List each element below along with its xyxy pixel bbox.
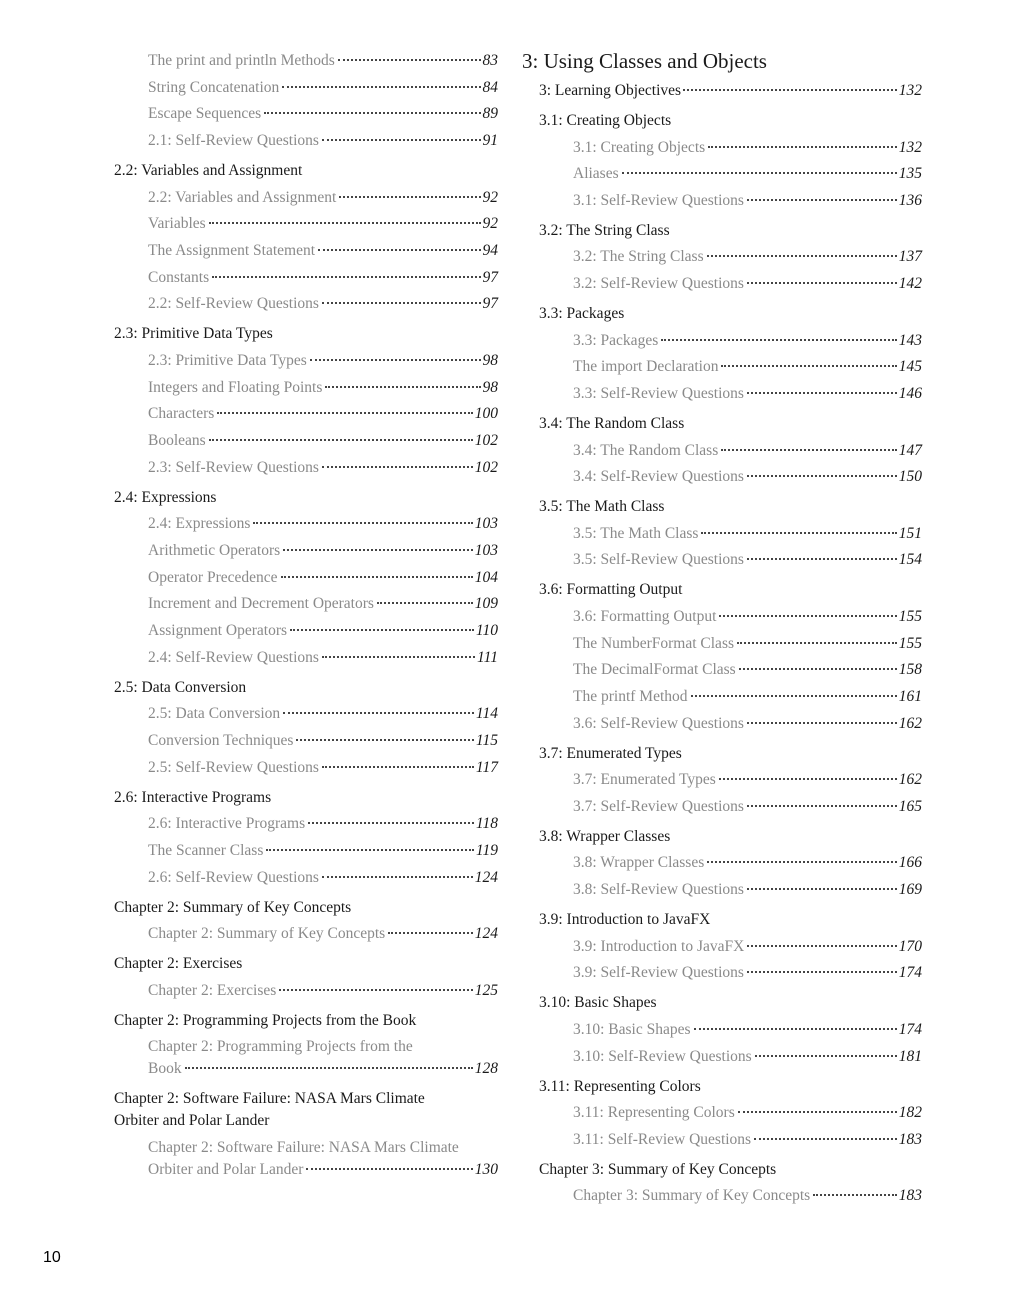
dot-leader bbox=[661, 339, 897, 341]
toc-section-heading[interactable] bbox=[539, 992, 922, 1014]
dot-leader bbox=[721, 449, 897, 451]
entry-page-number: 174 bbox=[898, 964, 922, 982]
toc-entry[interactable] bbox=[539, 549, 922, 571]
toc-entry[interactable] bbox=[539, 713, 922, 735]
dot-leader bbox=[212, 276, 480, 278]
entry-page-number: 114 bbox=[475, 705, 498, 723]
entry-label: The NumberFormat Class bbox=[573, 634, 735, 652]
entry-label: Conversion Techniques bbox=[148, 731, 294, 749]
toc-entry[interactable] bbox=[114, 403, 498, 425]
dot-leader bbox=[747, 971, 897, 973]
toc-entry[interactable] bbox=[539, 1185, 922, 1207]
entry-page-number: 154 bbox=[898, 551, 922, 569]
toc-section-heading[interactable] bbox=[114, 323, 498, 345]
entry-page-number: 155 bbox=[898, 607, 922, 625]
toc-section-heading[interactable] bbox=[539, 303, 922, 325]
toc-entry[interactable] bbox=[114, 130, 498, 152]
entry-label: 3.11: Self-Review Questions bbox=[573, 1130, 752, 1148]
toc-entry[interactable] bbox=[114, 923, 498, 945]
dot-leader bbox=[308, 822, 474, 824]
dot-leader bbox=[747, 282, 897, 284]
dot-leader bbox=[707, 255, 897, 257]
dot-leader bbox=[388, 932, 473, 934]
toc-entry[interactable] bbox=[539, 633, 922, 655]
entry-label: 2.3: Primitive Data Types bbox=[148, 351, 307, 369]
entry-label: 2.5: Self-Review Questions bbox=[148, 758, 319, 776]
entry-page-number: 136 bbox=[898, 191, 922, 209]
entry-label: 3.6: Self-Review Questions bbox=[573, 714, 744, 732]
entry-label: 2.3: Self-Review Questions bbox=[148, 458, 319, 476]
dot-leader bbox=[701, 532, 896, 534]
section-heading-label: 3.2: The String Class bbox=[539, 221, 670, 239]
toc-entry[interactable] bbox=[114, 840, 498, 862]
entry-label: 2.2: Self-Review Questions bbox=[148, 295, 319, 313]
entry-label: Characters bbox=[148, 405, 215, 423]
entry-label: Assignment Operators bbox=[148, 622, 288, 639]
entry-label: 3.5: The Math Class bbox=[573, 524, 699, 542]
section-heading-label: 2.5: Data Conversion bbox=[114, 678, 247, 696]
toc-section-heading[interactable] bbox=[539, 579, 922, 601]
toc-entry[interactable] bbox=[539, 356, 922, 378]
dot-leader bbox=[282, 86, 480, 88]
entry-label: The DecimalFormat Class bbox=[573, 661, 736, 679]
dot-leader bbox=[747, 558, 897, 560]
toc-section-heading[interactable] bbox=[114, 787, 498, 809]
entry-page-number: 181 bbox=[898, 1047, 922, 1065]
entry-label: 3.4: The Random Class bbox=[573, 441, 719, 459]
entry-page-number: 166 bbox=[898, 854, 922, 872]
toc-entry[interactable] bbox=[114, 980, 498, 1002]
entry-label: 3.10: Basic Shapes bbox=[573, 1020, 691, 1038]
entry-page-number: 150 bbox=[898, 468, 922, 486]
dot-leader bbox=[253, 522, 472, 524]
entry-page-number: 97 bbox=[482, 295, 498, 313]
toc-entry[interactable] bbox=[539, 769, 922, 791]
entry-page-number: 104 bbox=[474, 568, 498, 586]
section-heading-label: 3.1: Creating Objects bbox=[539, 112, 672, 129]
entry-page-number: 98 bbox=[482, 351, 498, 369]
toc-entry[interactable] bbox=[539, 1046, 922, 1068]
entry-label: Constants bbox=[148, 268, 210, 286]
toc-section-heading[interactable] bbox=[114, 953, 498, 975]
dot-leader bbox=[322, 302, 481, 304]
entry-page-number: 103 bbox=[474, 541, 498, 559]
dot-leader bbox=[747, 475, 897, 477]
entry-page-number: 143 bbox=[898, 331, 922, 349]
entry-page-number: 132 bbox=[898, 138, 922, 156]
toc-entry[interactable] bbox=[114, 513, 498, 535]
toc-entry[interactable] bbox=[114, 620, 498, 642]
entry-page-number: 142 bbox=[898, 275, 922, 293]
dot-leader bbox=[209, 222, 481, 224]
entry-label: 2.2: Variables and Assignment bbox=[148, 188, 337, 206]
toc-entry[interactable] bbox=[539, 246, 922, 268]
entry-label-cont: Book bbox=[148, 1060, 182, 1077]
chapter-title: 3: Using Classes and Objects bbox=[522, 49, 767, 73]
entry-page-number: 110 bbox=[475, 622, 498, 639]
toc-entry[interactable] bbox=[114, 867, 498, 889]
toc-entry[interactable] bbox=[539, 523, 922, 545]
entry-label: 3: Learning Objectives bbox=[539, 82, 682, 99]
toc-entry[interactable] bbox=[114, 757, 498, 779]
dot-leader bbox=[306, 1168, 472, 1170]
entry-label: Chapter 2: Software Failure: NASA Mars Climate bbox=[148, 1138, 459, 1156]
dot-leader bbox=[217, 412, 472, 414]
entry-page-number: 100 bbox=[474, 405, 498, 423]
entry-label: Increment and Decrement Operators bbox=[148, 595, 374, 613]
dot-leader bbox=[325, 386, 480, 388]
toc-entry[interactable] bbox=[114, 703, 498, 725]
entry-label: 3.1: Self-Review Questions bbox=[573, 191, 744, 209]
section-heading-label: Chapter 2: Exercises bbox=[114, 955, 243, 972]
entry-page-number: 84 bbox=[482, 78, 498, 96]
toc-entry[interactable] bbox=[539, 1102, 922, 1124]
dot-leader bbox=[719, 778, 897, 780]
toc-entry[interactable] bbox=[539, 383, 922, 405]
section-heading-label: 3.7: Enumerated Types bbox=[539, 744, 682, 762]
entry-label: 3.4: Self-Review Questions bbox=[573, 468, 744, 486]
entry-page-number: 161 bbox=[898, 688, 922, 705]
dot-leader bbox=[318, 249, 480, 251]
entry-label: Integers and Floating Points bbox=[148, 378, 323, 396]
toc-entry[interactable] bbox=[539, 466, 922, 488]
section-heading-label: Chapter 2: Programming Projects from the Book bbox=[114, 1011, 417, 1029]
entry-label: The print and println Methods bbox=[148, 52, 335, 69]
entry-label: 2.6: Self-Review Questions bbox=[148, 868, 319, 886]
entry-label: 3.6: Formatting Output bbox=[573, 607, 717, 625]
toc-section-heading[interactable] bbox=[539, 743, 922, 765]
dot-leader bbox=[719, 615, 896, 617]
entry-page-number: 137 bbox=[898, 248, 922, 266]
entry-page-number: 118 bbox=[475, 815, 498, 833]
entry-page-number: 103 bbox=[474, 515, 498, 533]
dot-leader bbox=[266, 849, 474, 851]
dot-leader bbox=[691, 695, 897, 697]
entry-page-number: 92 bbox=[482, 215, 498, 233]
toc-entry[interactable] bbox=[539, 606, 922, 628]
dot-leader bbox=[737, 642, 897, 644]
entry-page-number: 130 bbox=[474, 1160, 498, 1178]
entry-label: The import Declaration bbox=[573, 358, 719, 376]
dot-leader bbox=[377, 602, 473, 604]
toc-section-heading[interactable] bbox=[114, 677, 498, 699]
entry-page-number: 146 bbox=[898, 385, 922, 402]
section-heading-label: Chapter 3: Summary of Key Concepts bbox=[539, 1160, 777, 1178]
dot-leader bbox=[281, 576, 473, 578]
dot-leader bbox=[296, 739, 473, 741]
toc-entry[interactable] bbox=[114, 293, 498, 315]
entry-page-number: 94 bbox=[482, 242, 498, 259]
toc-section-heading[interactable] bbox=[114, 160, 498, 182]
entry-page-number: 183 bbox=[898, 1130, 922, 1148]
dot-leader bbox=[683, 89, 897, 91]
toc-section-heading[interactable] bbox=[539, 220, 922, 242]
dot-leader bbox=[747, 722, 897, 724]
entry-page-number: 147 bbox=[898, 441, 922, 459]
toc-entry[interactable] bbox=[114, 77, 498, 99]
toc-entry[interactable] bbox=[114, 540, 498, 562]
entry-label: 3.5: Self-Review Questions bbox=[573, 551, 744, 569]
section-heading-label: 3.8: Wrapper Classes bbox=[539, 827, 671, 845]
entry-label: 3.2: Self-Review Questions bbox=[573, 275, 744, 293]
toc-entry[interactable] bbox=[114, 377, 498, 399]
section-heading-label: 2.2: Variables and Assignment bbox=[114, 162, 303, 180]
toc-entry[interactable] bbox=[539, 273, 922, 295]
toc-entry[interactable] bbox=[539, 936, 922, 958]
entry-label: 3.8: Self-Review Questions bbox=[573, 881, 744, 899]
toc-entry[interactable] bbox=[539, 1019, 922, 1041]
entry-page-number: 183 bbox=[898, 1187, 922, 1205]
dot-leader bbox=[290, 629, 474, 631]
entry-label: Escape Sequences bbox=[148, 105, 262, 123]
entry-page-number: 174 bbox=[898, 1020, 922, 1038]
toc-entry[interactable] bbox=[114, 1137, 498, 1181]
entry-label: Operator Precedence bbox=[148, 568, 278, 586]
entry-label: Chapter 2: Summary of Key Concepts bbox=[148, 925, 386, 942]
entry-label: The printf Method bbox=[573, 688, 688, 705]
toc-section-heading[interactable] bbox=[539, 1076, 922, 1098]
entry-label: 3.7: Enumerated Types bbox=[573, 771, 716, 789]
toc-section-heading[interactable] bbox=[539, 496, 922, 518]
dot-leader bbox=[283, 549, 473, 551]
toc-entry[interactable] bbox=[114, 1036, 498, 1080]
entry-page-number: 169 bbox=[898, 881, 922, 899]
entry-label: 2.5: Data Conversion bbox=[148, 705, 281, 723]
dot-leader bbox=[310, 359, 481, 361]
entry-label: 3.2: The String Class bbox=[573, 248, 704, 266]
section-heading-label: 2.6: Interactive Programs bbox=[114, 788, 272, 806]
toc-entry[interactable] bbox=[114, 457, 498, 479]
entry-label: 3.3: Self-Review Questions bbox=[573, 385, 744, 402]
entry-page-number: 89 bbox=[482, 105, 498, 123]
entry-label: 2.4: Expressions bbox=[148, 515, 251, 533]
entry-page-number: 92 bbox=[482, 188, 498, 206]
toc-section-heading[interactable] bbox=[114, 487, 498, 509]
entry-page-number: 135 bbox=[898, 165, 922, 183]
section-heading-label-cont: Orbiter and Polar Lander bbox=[114, 1112, 270, 1129]
toc-section-heading[interactable] bbox=[539, 909, 922, 931]
section-heading-label: 3.4: The Random Class bbox=[539, 415, 685, 432]
entry-page-number: 145 bbox=[898, 358, 922, 376]
entry-label: 3.9: Self-Review Questions bbox=[573, 964, 744, 982]
entry-label: 2.4: Self-Review Questions bbox=[148, 648, 319, 666]
entry-page-number: 91 bbox=[482, 132, 498, 150]
toc-entry[interactable] bbox=[114, 213, 498, 235]
toc-entry[interactable] bbox=[114, 267, 498, 289]
toc-entry[interactable] bbox=[114, 813, 498, 835]
entry-page-number: 165 bbox=[898, 797, 922, 815]
section-heading-label: 3.6: Formatting Output bbox=[539, 581, 683, 599]
entry-page-number: 151 bbox=[898, 524, 922, 542]
toc-entry[interactable] bbox=[539, 137, 922, 159]
toc-section-heading[interactable] bbox=[114, 1010, 498, 1032]
dot-leader bbox=[747, 888, 897, 890]
entry-label: Variables bbox=[148, 215, 206, 233]
entry-page-number: 124 bbox=[474, 868, 498, 886]
toc-entry[interactable] bbox=[539, 962, 922, 984]
entry-label: Chapter 3: Summary of Key Concepts bbox=[573, 1187, 811, 1205]
toc-entry[interactable] bbox=[539, 659, 922, 681]
entry-label: Arithmetic Operators bbox=[148, 541, 281, 559]
section-heading-label: 3.5: The Math Class bbox=[539, 498, 665, 516]
entry-page-number: 97 bbox=[482, 268, 498, 286]
dot-leader bbox=[185, 1067, 473, 1069]
dot-leader bbox=[707, 861, 897, 863]
section-heading-label: Chapter 2: Summary of Key Concepts bbox=[114, 898, 352, 916]
toc-entry[interactable] bbox=[114, 50, 498, 72]
toc-entry[interactable] bbox=[114, 647, 498, 669]
entry-page-number: 158 bbox=[898, 661, 922, 679]
section-heading-label: 3.11: Representing Colors bbox=[539, 1077, 701, 1095]
entry-page-number: 102 bbox=[474, 458, 498, 476]
entry-page-number: 111 bbox=[477, 648, 498, 666]
toc-entry[interactable] bbox=[114, 240, 498, 262]
entry-page-number: 162 bbox=[898, 771, 922, 789]
entry-page-number: 124 bbox=[474, 925, 498, 942]
entry-label: 3.10: Self-Review Questions bbox=[573, 1047, 752, 1065]
toc-entry[interactable] bbox=[539, 190, 922, 212]
page-number: 10 bbox=[43, 1249, 61, 1266]
dot-leader bbox=[747, 392, 897, 394]
entry-page-number: 125 bbox=[474, 981, 498, 999]
toc-section-heading[interactable] bbox=[539, 1159, 922, 1181]
entry-label: 3.11: Representing Colors bbox=[573, 1104, 735, 1121]
entry-label: 3.1: Creating Objects bbox=[573, 138, 706, 156]
dot-leader bbox=[747, 945, 896, 947]
entry-page-number: 155 bbox=[898, 634, 922, 652]
entry-label: Chapter 2: Exercises bbox=[148, 981, 277, 999]
toc-entry[interactable] bbox=[114, 593, 498, 615]
entry-label: Chapter 2: Programming Projects from the bbox=[148, 1038, 413, 1055]
entry-label: Aliases bbox=[573, 165, 619, 183]
entry-label: 3.8: Wrapper Classes bbox=[573, 854, 705, 872]
dot-leader bbox=[747, 199, 897, 201]
toc-entry[interactable] bbox=[114, 187, 498, 209]
section-heading-label: Chapter 2: Software Failure: NASA Mars Climate bbox=[114, 1090, 425, 1107]
dot-leader bbox=[322, 656, 475, 658]
section-heading-label: 2.4: Expressions bbox=[114, 488, 217, 506]
dot-leader bbox=[739, 668, 897, 670]
entry-page-number: 98 bbox=[482, 378, 498, 396]
section-heading-label: 3.10: Basic Shapes bbox=[539, 994, 657, 1012]
entry-label: The Scanner Class bbox=[148, 841, 264, 859]
dot-leader bbox=[721, 365, 896, 367]
dot-leader bbox=[322, 139, 481, 141]
toc-entry[interactable] bbox=[539, 686, 922, 708]
dot-leader bbox=[209, 439, 473, 441]
entry-page-number: 132 bbox=[898, 82, 922, 99]
entry-page-number: 119 bbox=[475, 841, 498, 859]
dot-leader bbox=[755, 1055, 897, 1057]
dot-leader bbox=[283, 712, 474, 714]
dot-leader bbox=[813, 1194, 897, 1196]
toc-entry[interactable] bbox=[114, 350, 498, 372]
toc-section-heading[interactable] bbox=[114, 897, 498, 919]
toc-entry[interactable] bbox=[114, 730, 498, 752]
entry-page-number: 182 bbox=[898, 1104, 922, 1121]
dot-leader bbox=[264, 112, 480, 114]
toc-entry[interactable] bbox=[114, 103, 498, 125]
dot-leader bbox=[322, 876, 473, 878]
dot-leader bbox=[708, 146, 897, 148]
section-heading-label: 3.9: Introduction to JavaFX bbox=[539, 911, 711, 929]
entry-label: 2.1: Self-Review Questions bbox=[148, 132, 319, 150]
section-heading-label: 2.3: Primitive Data Types bbox=[114, 325, 273, 343]
entry-page-number: 109 bbox=[474, 595, 498, 613]
entry-page-number: 102 bbox=[474, 432, 498, 449]
dot-leader bbox=[694, 1028, 897, 1030]
section-heading-label: 3.3: Packages bbox=[539, 305, 625, 323]
dot-leader bbox=[622, 172, 897, 174]
entry-page-number: 83 bbox=[482, 52, 498, 69]
toc-entry[interactable] bbox=[539, 163, 922, 185]
toc-section-heading[interactable] bbox=[539, 826, 922, 848]
entry-page-number: 115 bbox=[475, 731, 498, 749]
toc-section-heading[interactable] bbox=[114, 1088, 498, 1132]
toc-entry[interactable] bbox=[114, 430, 498, 452]
toc-section-heading[interactable] bbox=[539, 110, 922, 132]
toc-entry[interactable] bbox=[539, 852, 922, 874]
entry-page-number: 162 bbox=[898, 714, 922, 732]
toc-entry[interactable] bbox=[539, 440, 922, 462]
dot-leader bbox=[339, 196, 480, 198]
toc-section-heading[interactable] bbox=[539, 413, 922, 435]
entry-label: The Assignment Statement bbox=[148, 242, 316, 259]
dot-leader bbox=[747, 805, 897, 807]
entry-page-number: 117 bbox=[475, 758, 498, 776]
dot-leader bbox=[279, 989, 472, 991]
dot-leader bbox=[338, 59, 481, 61]
entry-label: 2.6: Interactive Programs bbox=[148, 815, 306, 833]
entry-label: 3.7: Self-Review Questions bbox=[573, 797, 744, 815]
toc-entry[interactable] bbox=[539, 330, 922, 352]
entry-label: 3.9: Introduction to JavaFX bbox=[573, 937, 745, 955]
dot-leader bbox=[738, 1111, 897, 1113]
entry-label: 3.3: Packages bbox=[573, 331, 659, 349]
toc-entry[interactable] bbox=[539, 796, 922, 818]
toc-entry[interactable] bbox=[539, 1129, 922, 1151]
toc-entry[interactable] bbox=[539, 879, 922, 901]
entry-label: String Concatenation bbox=[148, 78, 280, 96]
toc-entry-top-level[interactable] bbox=[539, 80, 922, 102]
entry-label: Booleans bbox=[148, 432, 206, 449]
dot-leader bbox=[322, 466, 473, 468]
entry-page-number: 170 bbox=[898, 937, 922, 955]
entry-page-number: 128 bbox=[474, 1060, 498, 1077]
entry-label-cont: Orbiter and Polar Lander bbox=[148, 1160, 304, 1178]
toc-entry[interactable] bbox=[114, 567, 498, 589]
dot-leader bbox=[322, 766, 474, 768]
dot-leader bbox=[754, 1138, 897, 1140]
